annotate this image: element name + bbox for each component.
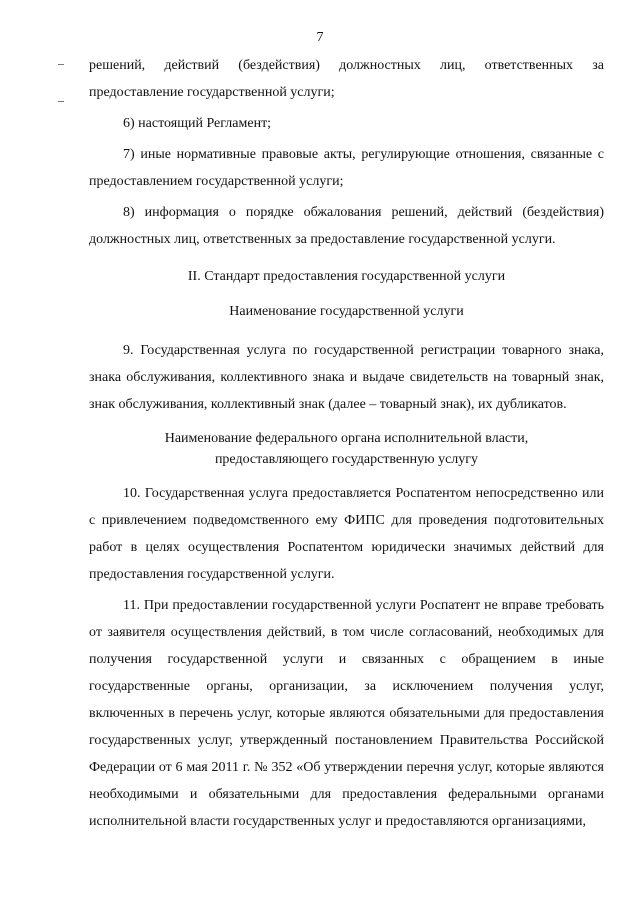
margin-mark xyxy=(58,64,64,65)
page-number: 7 xyxy=(316,30,324,45)
paragraph-10: 10. Государственная услуга предоставляется Роспатентом непосредственно или с привлечением подведомственного ему ФИПС для проведения подготовительных работ в целях осуществления Роспатентом юридически значимых действий для предоставления государственной услуги. xyxy=(89,486,604,582)
margin-mark xyxy=(58,101,64,102)
list-item-8: 8) информация о порядке обжалования решений, действий (бездействия) должностных лиц, ответственных за предоставление государственной услуги. xyxy=(89,205,604,247)
list-item-6: 6) настоящий Регламент; xyxy=(123,116,272,131)
subsection-heading-authority xyxy=(89,428,604,470)
document-body xyxy=(89,52,604,839)
subsection-heading-line: Наименование федерального органа исполнительной власти, xyxy=(164,431,529,446)
subsection-heading-line: предоставляющего государственную услугу xyxy=(214,452,479,467)
paragraph-continuation: решений, действий (бездействия) должностных лиц, ответственных за предоставление государственной услуги; xyxy=(89,58,604,100)
subsection-heading-service-name: Наименование государственной услуги xyxy=(229,304,464,319)
section-heading: II. Стандарт предоставления государственной услуги xyxy=(187,269,506,284)
list-item-7: 7) иные нормативные правовые акты, регулирующие отношения, связанные с предоставлением государственной услуги; xyxy=(89,147,604,189)
paragraph-11: 11. При предоставлении государственной услуги Роспатент не вправе требовать от заявителя осуществления действий, в том числе согласований, необходимых для получения государственной услуги и связанных с обращением в иные государственные органы, организации, за исключением получения услуг, включенных в перечень услуг, которые являются обязательными для предоставления государственных услуг, утвержденный постановлением Правительства Российской Федерации от 6 мая 2011 г. № 352 «Об утверждении перечня услуг, которые являются необходимыми и обязательными для предоставления федеральными органами исполнительной власти государственных услуг и предоставляются организациями, xyxy=(89,598,604,829)
paragraph-9: 9. Государственная услуга по государственной регистрации товарного знака, знака обслуживания, коллективного знака и выдаче свидетельств на товарный знак, знак обслуживания, коллективный знак (далее – товарный знак), их дубликатов. xyxy=(89,343,604,412)
